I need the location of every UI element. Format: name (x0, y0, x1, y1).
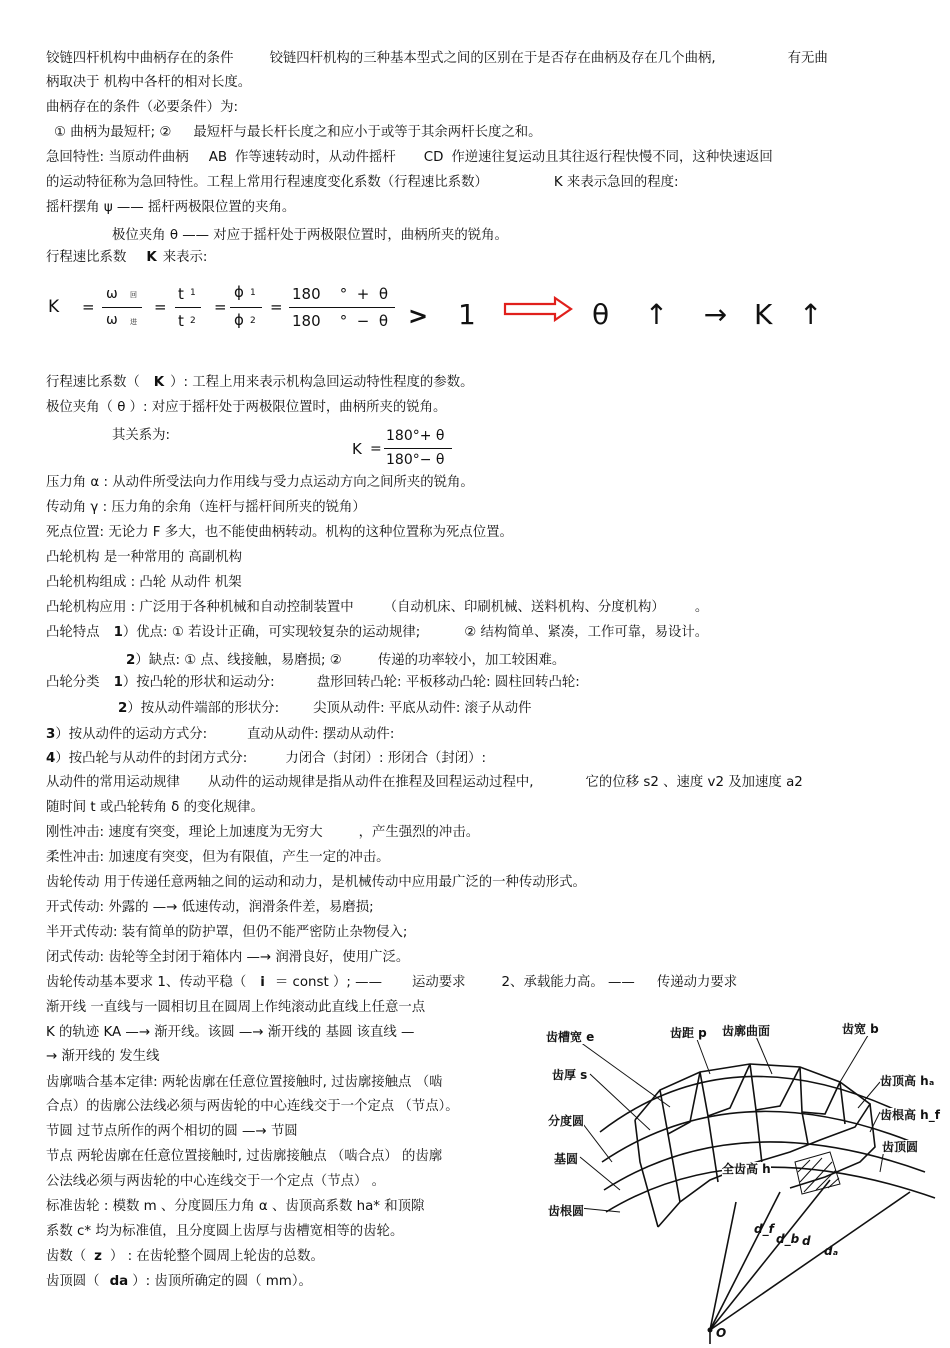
text-line: 传动角 γ : 压力角的余角（连杆与摇杆间所夹的锐角） (46, 500, 366, 515)
text: ）优点: ① 若设计正确，可实现较复杂的运动规律; (122, 625, 421, 640)
text: 刚性冲击: 速度有突变，理论上加速度为无穷大 (46, 825, 323, 840)
fraction-bar (230, 307, 262, 308)
text-line: 节点 两轮齿廓在任意位置接触时, 过齿廓接触点 （啮合点） 的齿廓 (46, 1149, 443, 1164)
fraction-bar (289, 307, 395, 308)
text: AB (208, 150, 228, 165)
formula-subscript: 2 (190, 316, 196, 326)
formula-phi: ϕ (234, 283, 244, 301)
text: z (94, 1249, 102, 1264)
label-pitch-circle: 分度圆 (548, 1114, 585, 1128)
fraction-bar (102, 307, 142, 308)
formula-eq: = (154, 298, 167, 316)
formula-t: t (178, 312, 184, 330)
formula-numerator: 180°+ θ (386, 428, 445, 444)
text: 2 (118, 701, 128, 716)
text-line: 其关系为: (112, 428, 171, 443)
text-line: 渐开线 一直线与一圆相切且在圆周上作纯滚动此直线上任意一点 (46, 1000, 426, 1015)
text: 直动从动件: 摆动从动件: (247, 727, 395, 742)
text: 运动要求 (411, 975, 466, 990)
formula-k: K (48, 297, 60, 317)
center-point (708, 1328, 713, 1333)
text-line: 随时间 t 或凸轮转角 δ 的变化规律。 (46, 800, 264, 815)
formula-subscript: 回 (130, 291, 137, 299)
text-line (46, 50, 828, 68)
text: ）按从动件的运动方式分: (55, 727, 208, 742)
label-base-circle: 基圆 (554, 1152, 579, 1166)
label-face-width: 齿宽 b (842, 1022, 879, 1036)
text: 传递的功率较小，加工较困难。 (377, 653, 566, 668)
text-line (46, 174, 679, 192)
text: i (260, 975, 265, 990)
text-line (46, 1273, 312, 1291)
theta-up-k-up: θ ↑ → K ↑ (592, 298, 823, 331)
text: ）按从动件端部的形状分: (127, 701, 280, 716)
label-root-circle: 齿根圆 (548, 1204, 585, 1218)
text-line: 系数 c* 均为标准值，且分度圆上齿厚与齿槽宽相等的齿轮。 (46, 1224, 404, 1239)
label-profile-surface: 齿廓曲面 (722, 1024, 771, 1038)
text-line (46, 149, 773, 167)
text-line: 极位夹角（ θ ）: 对应于摇杆处于两极限位置时，曲柄所夹的锐角。 (46, 400, 447, 415)
text: 齿轮传动基本要求 1、传动平稳（ (46, 975, 247, 990)
text: ② 结构简单、紧凑，工作可靠，易设计。 (464, 625, 709, 640)
formula-numerator: 180 ° + θ (292, 285, 389, 303)
label-tooth-thickness: 齿厚 s (552, 1068, 588, 1082)
formula-subscript: 2 (250, 316, 256, 326)
text-line: 摇杆摆角 ψ —— 摇杆两极限位置的夹角。 (46, 200, 296, 215)
text-line: 齿廓啮合基本定律: 两轮齿廓在任意位置接触时, 过齿廓接触点 （啮 (46, 1075, 443, 1090)
formula-k: K (352, 440, 362, 458)
text: 铰链四杆机构的三种基本型式之间的区别在于是否存在曲柄及存在几个曲柄, (269, 51, 716, 66)
text: ） : 在齿轮整个圆周上轮齿的总数。 (109, 1249, 324, 1264)
text: （自动机床、印刷机械、送料机构、分度机构） (383, 600, 665, 615)
text-line: 压力角 α : 从动件所受法向力作用线与受力点运动方向之间所夹的锐角。 (46, 475, 474, 490)
text-line (54, 124, 542, 142)
label-addendum: 齿顶高 hₐ (880, 1074, 935, 1088)
formula-phi: ϕ (234, 311, 244, 329)
label-db: d_b (776, 1232, 800, 1246)
text-line: 柄取决于 机构中各杆的相对长度。 (46, 75, 252, 90)
text: 传递动力要求 (656, 975, 738, 990)
text: 力闭合（封闭）: 形闭合（封闭）: (285, 751, 487, 766)
text: 4 (46, 751, 56, 766)
text-line: 合点）的齿廓公法线必须与两齿轮的中心连线交于一个定点 （节点）。 (46, 1099, 459, 1114)
text: 行程速比系数 (46, 250, 127, 265)
text: 凸轮机构应用 : 广泛用于各种机械和自动控制装置中 (46, 600, 354, 615)
text: K (146, 250, 157, 265)
label-whole-depth: 全齿高 h (722, 1162, 771, 1176)
formula-eq: = (214, 298, 227, 316)
text: CD (423, 150, 444, 165)
text-line: 开式传动: 外露的 —→ 低速传动，润滑条件差，易磨损; (46, 900, 374, 915)
text-line: 凸轮机构 是一种常用的 高副机构 (46, 550, 242, 565)
formula-one: 1 (458, 298, 476, 331)
formula-denominator: 180°− θ (386, 452, 445, 468)
text: 1 (113, 675, 123, 690)
text: 它的位移 s2 、速度 v2 及加速度 a2 (585, 775, 803, 790)
double-arrow-icon (503, 296, 573, 322)
text-line: 齿轮传动 用于传递任意两轴之间的运动和动力，是机械传动中应用最广泛的一种传动形式。 (46, 875, 586, 890)
label-tooth-space: 齿槽宽 e (546, 1030, 595, 1044)
formula-subscript: 1 (190, 288, 196, 298)
text-line (46, 774, 803, 792)
text-line (126, 652, 565, 670)
formula-eq: = (270, 298, 283, 316)
label-dedendum: 齿根高 h_f (880, 1108, 940, 1122)
text-line (118, 700, 532, 718)
text: 3 (46, 727, 56, 742)
text-line: 公法线必须与两齿轮的中心连线交于一个定点（节点） 。 (46, 1174, 386, 1189)
formula-subscript: 进 (130, 318, 137, 326)
text: 作等速转动时，从动件摇杆 (235, 150, 396, 165)
text: 2、承载能力高。 —— (501, 975, 635, 990)
text-line: → 渐开线的 发生线 (46, 1049, 160, 1064)
text-line (46, 726, 394, 744)
formula-denominator: 180 ° − θ (292, 312, 389, 330)
text-line: K 的轨迹 KA —→ 渐开线。该圆 —→ 渐开线的 基圆 该直线 — (46, 1025, 415, 1040)
label-center-o: O (716, 1326, 727, 1340)
formula-omega: ω (106, 286, 118, 302)
text: 凸轮分类 (46, 675, 100, 690)
text-line: 极位夹角 θ —— 对应于摇杆处于两极限位置时，曲柄所夹的锐角。 (112, 228, 508, 243)
text: ）: 齿顶所确定的圆（ mm）。 (132, 1274, 312, 1289)
label-d: d (802, 1234, 811, 1248)
fraction-bar (175, 307, 201, 308)
text-line: 闭式传动: 齿轮等全封闭于箱体内 —→ 润滑良好，使用广泛。 (46, 950, 410, 965)
text-line: 柔性冲击: 加速度有突变，但为有限值，产生一定的冲击。 (46, 850, 390, 865)
formula-omega: ω (106, 312, 118, 328)
text: 1 (113, 625, 123, 640)
text: ）: 工程上用来表示机构急回运动特性程度的参数。 (170, 375, 474, 390)
formula-k-theta (350, 424, 470, 474)
formula-speed-ratio (0, 280, 950, 340)
text-line: 曲柄存在的条件（必要条件）为: (46, 100, 238, 115)
text: 急回特性: 当原动件曲柄 (46, 150, 189, 165)
text: ，产生强烈的冲击。 (358, 825, 480, 840)
formula-t: t (178, 285, 184, 303)
text-line (46, 1248, 324, 1266)
text: 有无曲 (787, 51, 828, 66)
greater-than: > (408, 302, 429, 330)
text: ＝ const ）; —— (274, 975, 382, 990)
gear-drawing (540, 1012, 940, 1344)
label-tip-circle: 齿顶圆 (882, 1140, 919, 1154)
text: 铰链四杆机构中曲柄存在的条件 (46, 51, 234, 66)
label-da: dₐ (824, 1244, 839, 1258)
text: ① 曲柄为最短杆; ② (54, 125, 172, 140)
text-line: 节圆 过节点所作的两个相切的圆 —→ 节圆 (46, 1124, 298, 1139)
text-line (46, 824, 479, 842)
text: 从动件的常用运动规律 (46, 775, 180, 790)
text: 作逆速往复运动且其往返行程快慢不同，这种快速返回 (451, 150, 773, 165)
formula-eq: = (370, 441, 382, 457)
text-line (46, 624, 708, 642)
fraction-bar (384, 448, 452, 449)
text-line (46, 374, 474, 392)
text: da (109, 1274, 129, 1289)
text-line: 半开式传动: 装有简单的防护罩，但仍不能严密防止杂物侵入; (46, 925, 408, 940)
text: 行程速比系数（ (46, 375, 140, 390)
gear-diagram (540, 1012, 940, 1344)
text: 。 (694, 600, 709, 615)
text: ）缺点: ① 点、线接触，易磨损; ② (135, 653, 342, 668)
text: 最短杆与最长杆长度之和应小于或等于其余两杆长度之和。 (193, 125, 542, 140)
formula-eq: = (82, 298, 95, 316)
text: 来表示: (162, 250, 208, 265)
formula-subscript: 1 (250, 288, 256, 298)
text-line (46, 750, 486, 768)
text-line: 死点位置: 无论力 F 多大，也不能使曲柄转动。机构的这种位置称为死点位置。 (46, 525, 513, 540)
text: ）按凸轮的形状和运动分: (122, 675, 275, 690)
text-line: 标准齿轮 : 模数 m 、分度圆压力角 α 、齿顶高系数 ha* 和顶隙 (46, 1199, 425, 1214)
text: 的运动特征称为急回特性。工程上常用行程速度变化系数（行程速比系数） (46, 175, 488, 190)
text: 齿数（ (46, 1249, 87, 1264)
text-line (46, 674, 580, 692)
text: ）按凸轮与从动件的封闭方式分: (55, 751, 248, 766)
label-pitch: 齿距 p (670, 1026, 707, 1040)
text: 从动件的运动规律是指从动件在推程及回程运动过程中, (207, 775, 534, 790)
text: 尖顶从动件: 平底从动件: 滚子从动件 (313, 701, 532, 716)
label-df: d_f (754, 1222, 774, 1236)
text: K (153, 375, 165, 390)
text: K 来表示急回的程度: (553, 175, 679, 190)
text: 2 (126, 653, 136, 668)
text-line (46, 599, 708, 617)
text-line (46, 974, 737, 992)
text-line: 凸轮机构组成 : 凸轮 从动件 机架 (46, 575, 242, 590)
text: 齿顶圆（ (46, 1274, 100, 1289)
text: 盘形回转凸轮: 平板移动凸轮: 圆柱回转凸轮: (316, 675, 580, 690)
text-line (46, 249, 207, 267)
text: 凸轮特点 (46, 625, 100, 640)
